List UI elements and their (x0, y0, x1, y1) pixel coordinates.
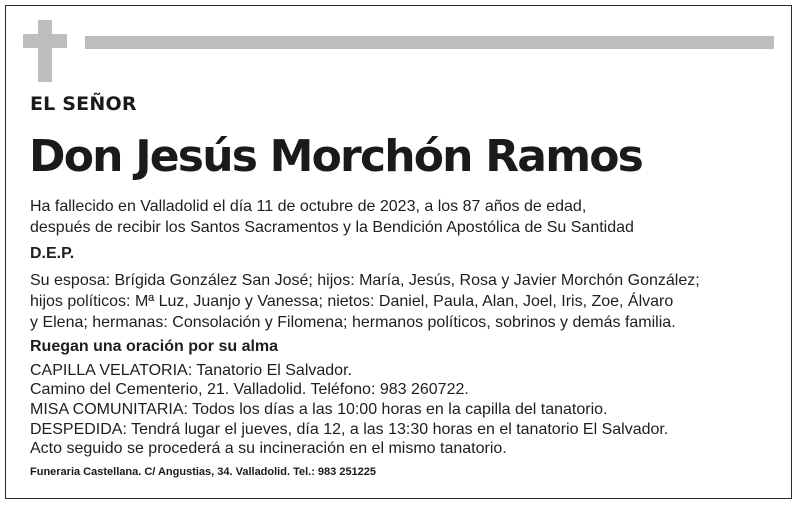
family-line-2: hijos políticos: Mª Luz, Juanjo y Vanessa; nietos: Daniel, Paula, Alan, Joel, Iris, Zoe, Álvaro (30, 293, 674, 310)
details-line-2: Camino del Cementerio, 21. Valladolid. Teléfono: 983 260722. (30, 381, 469, 398)
details-line-1: CAPILLA VELATORIA: Tanatorio El Salvador. (30, 362, 352, 379)
family-line-3: y Elena; hermanas: Consolación y Filomena; hermanos políticos, sobrinos y demás familia. (30, 314, 676, 331)
details-line-4: DESPEDIDA: Tendrá lugar el jueves, día 12, a las 13:30 horas en el tanatorio El Salvador. (30, 421, 669, 438)
family-line-1: Su esposa: Brígida González San José; hijos: María, Jesús, Rosa y Javier Morchón González; (30, 272, 700, 289)
funeral-home-footer: Funeraria Castellana. C/ Angustias, 34. Valladolid. Tel.: 983 251225 (30, 466, 377, 478)
dep-label: D.E.P. (30, 245, 75, 262)
cross-vertical-bar (38, 20, 52, 82)
announcement-line-2: después de recibir los Santos Sacramentos y la Bendición Apostólica de Su Santidad (30, 219, 634, 236)
header-rule (85, 36, 774, 49)
deceased-name: Don Jesús Morchón Ramos (29, 131, 643, 182)
details-line-3: MISA COMUNITARIA: Todos los días a las 10:00 horas en la capilla del tanatorio. (30, 401, 608, 418)
announcement-line-1: Ha fallecido en Valladolid el día 11 de octubre de 2023, a los 87 años de edad, (30, 198, 587, 215)
honorific-label: EL SEÑOR (30, 93, 137, 115)
cross-horizontal-bar (23, 34, 67, 48)
prayer-request: Ruegan una oración por su alma (30, 338, 279, 355)
details-line-5: Acto seguido se procederá a su incineración en el mismo tanatorio. (30, 440, 507, 457)
